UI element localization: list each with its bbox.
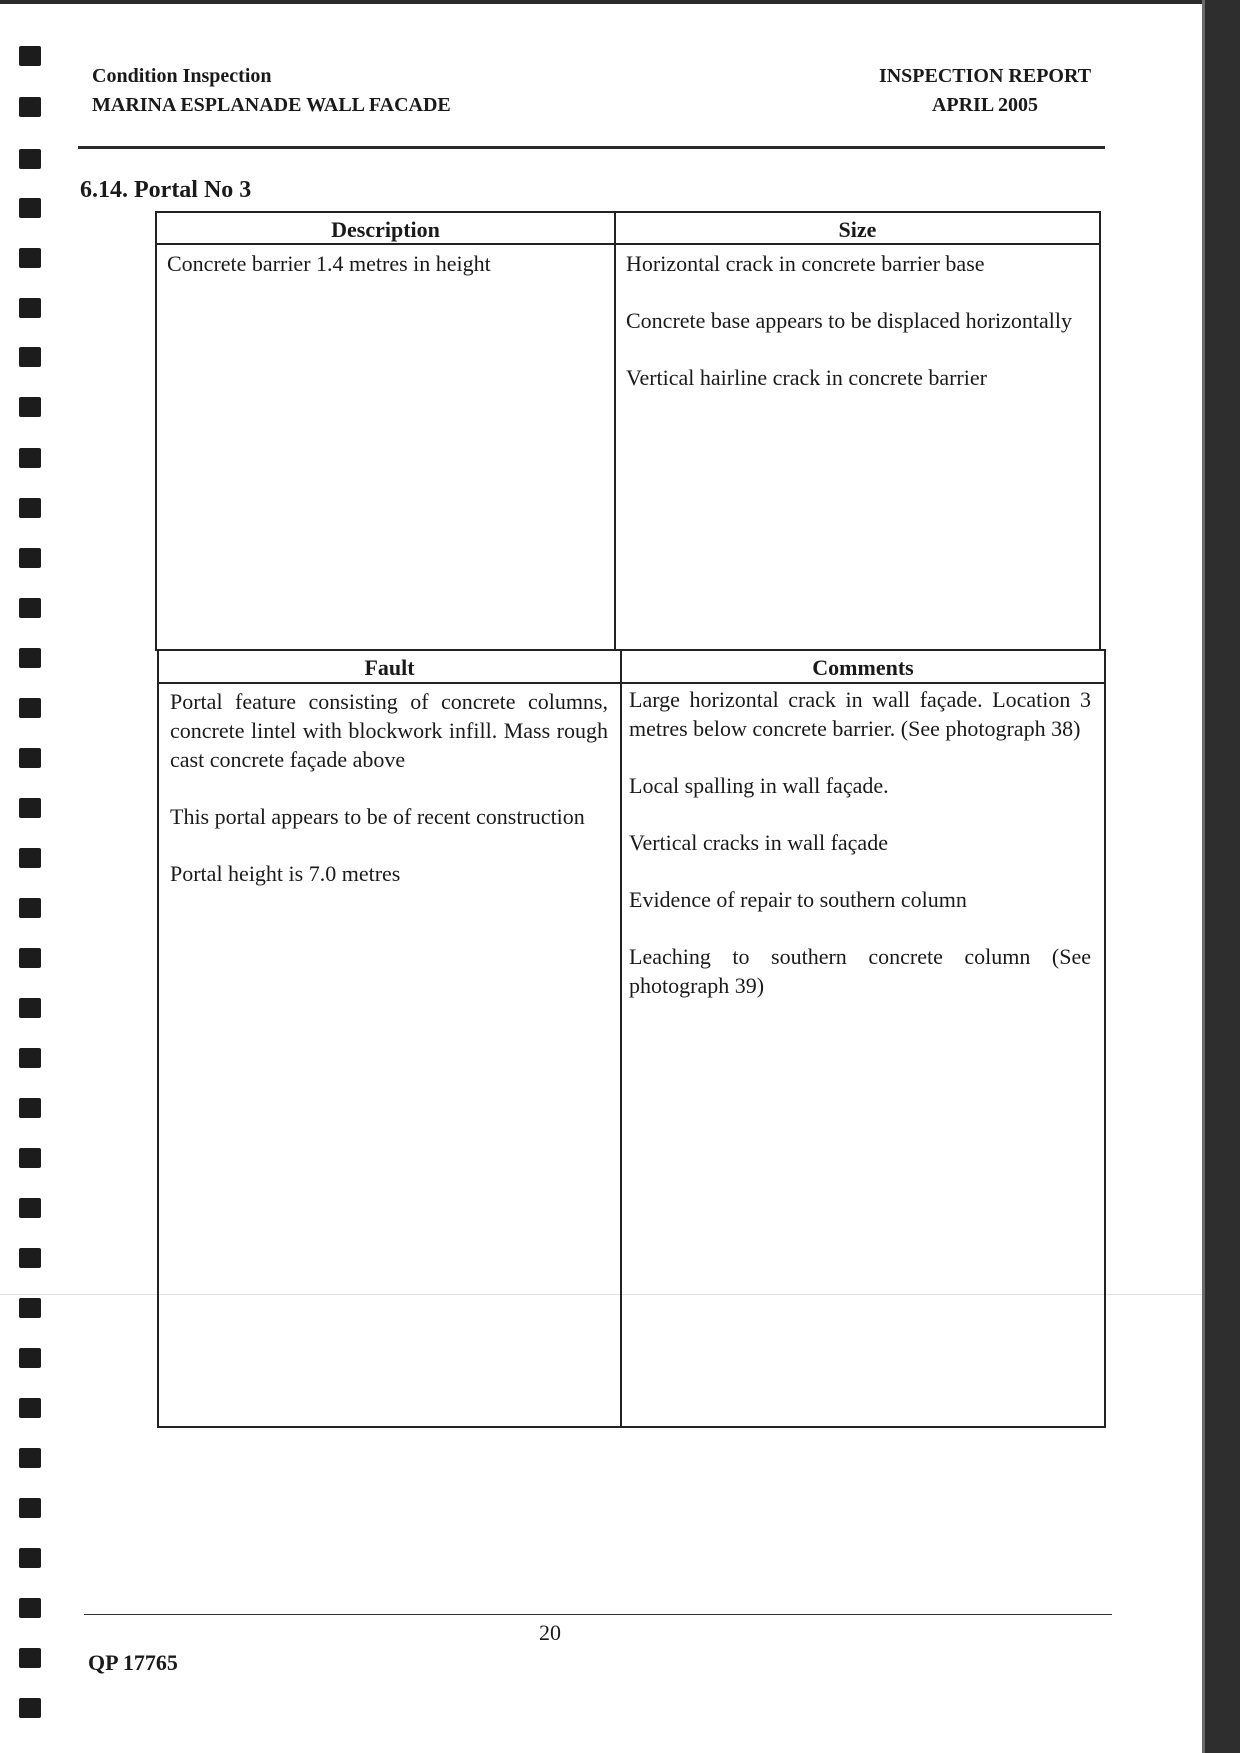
binding-hole [19, 397, 41, 417]
binding-hole [19, 748, 41, 768]
header-report-type: INSPECTION REPORT [878, 65, 1092, 87]
size-cell [626, 249, 1089, 392]
header-report-date: APRIL 2005 [931, 94, 1039, 116]
header-divider [78, 146, 1105, 149]
binding-hole [19, 548, 41, 568]
comments-cell [629, 685, 1091, 1000]
binding-hole [19, 1248, 41, 1268]
scan-top-edge [0, 0, 1240, 4]
description-text: Concrete barrier 1.4 metres in height [167, 251, 491, 276]
report-header-right [870, 62, 1100, 120]
binding-hole [19, 1398, 41, 1418]
binding-hole [19, 149, 41, 169]
binding-hole [19, 46, 41, 66]
column-header-fault: Fault [364, 655, 415, 680]
binding-hole [19, 698, 41, 718]
binding-hole [19, 1348, 41, 1368]
binding-hole [19, 1198, 41, 1218]
binding-hole [19, 1448, 41, 1468]
comment-item: Leaching to southern concrete column (See photograph 39) [629, 944, 1091, 998]
binding-hole [19, 1548, 41, 1568]
binding-hole [19, 798, 41, 818]
comment-item: Evidence of repair to southern column [629, 887, 967, 912]
binding-hole [19, 448, 41, 468]
fault-item: This portal appears to be of recent construction [170, 804, 585, 829]
binding-hole [19, 1148, 41, 1168]
header-subject: Condition Inspection [92, 65, 272, 87]
binding-hole [19, 198, 41, 218]
description-size-table [155, 211, 1101, 651]
column-header-description: Description [331, 217, 440, 242]
binding-hole [19, 898, 41, 918]
binding-hole [19, 248, 41, 268]
binding-hole [19, 1698, 41, 1718]
comment-item: Vertical cracks in wall façade [629, 830, 888, 855]
binding-hole [19, 1498, 41, 1518]
fault-item: Portal feature consisting of concrete columns, concrete lintel with blockwork infill. Mass rough cast concrete façade above [170, 689, 608, 772]
section-title: 6.14. Portal No 3 [80, 177, 252, 203]
document-code: QP 17765 [88, 1650, 178, 1675]
table-column-divider [614, 213, 616, 649]
binding-hole [19, 498, 41, 518]
table-header-divider [157, 243, 1099, 245]
binding-holes [0, 0, 60, 1753]
binding-hole [19, 298, 41, 318]
column-header-comments: Comments [812, 655, 914, 680]
header-site-name: MARINA ESPLANADE WALL FACADE [92, 94, 451, 116]
size-item: Vertical hairline crack in concrete barrier [626, 365, 987, 390]
report-header-left [92, 62, 451, 120]
binding-hole [19, 598, 41, 618]
comment-item: Local spalling in wall façade. [629, 773, 889, 798]
scan-right-edge [1202, 0, 1240, 1753]
binding-hole [19, 1098, 41, 1118]
fault-cell [170, 687, 608, 888]
fault-item: Portal height is 7.0 metres [170, 861, 401, 886]
binding-hole [19, 998, 41, 1018]
binding-hole [19, 1598, 41, 1618]
size-item: Concrete base appears to be displaced horizontally [626, 308, 1072, 333]
fault-comments-table [157, 649, 1106, 1428]
binding-hole [19, 848, 41, 868]
binding-hole [19, 1298, 41, 1318]
binding-hole [19, 1648, 41, 1668]
size-item: Horizontal crack in concrete barrier base [626, 251, 985, 276]
binding-hole [19, 948, 41, 968]
table-header-divider [159, 682, 1104, 684]
binding-hole [19, 97, 41, 117]
binding-hole [19, 1048, 41, 1068]
table-column-divider [620, 651, 622, 1426]
comment-item: Large horizontal crack in wall façade. Location 3 metres below concrete barrier. (See photograph 38) [629, 687, 1091, 741]
column-header-size: Size [838, 217, 877, 242]
description-cell [167, 249, 604, 278]
footer-divider [84, 1614, 1112, 1615]
page-number: 20 [539, 1620, 561, 1645]
binding-hole [19, 347, 41, 367]
binding-hole [19, 648, 41, 668]
